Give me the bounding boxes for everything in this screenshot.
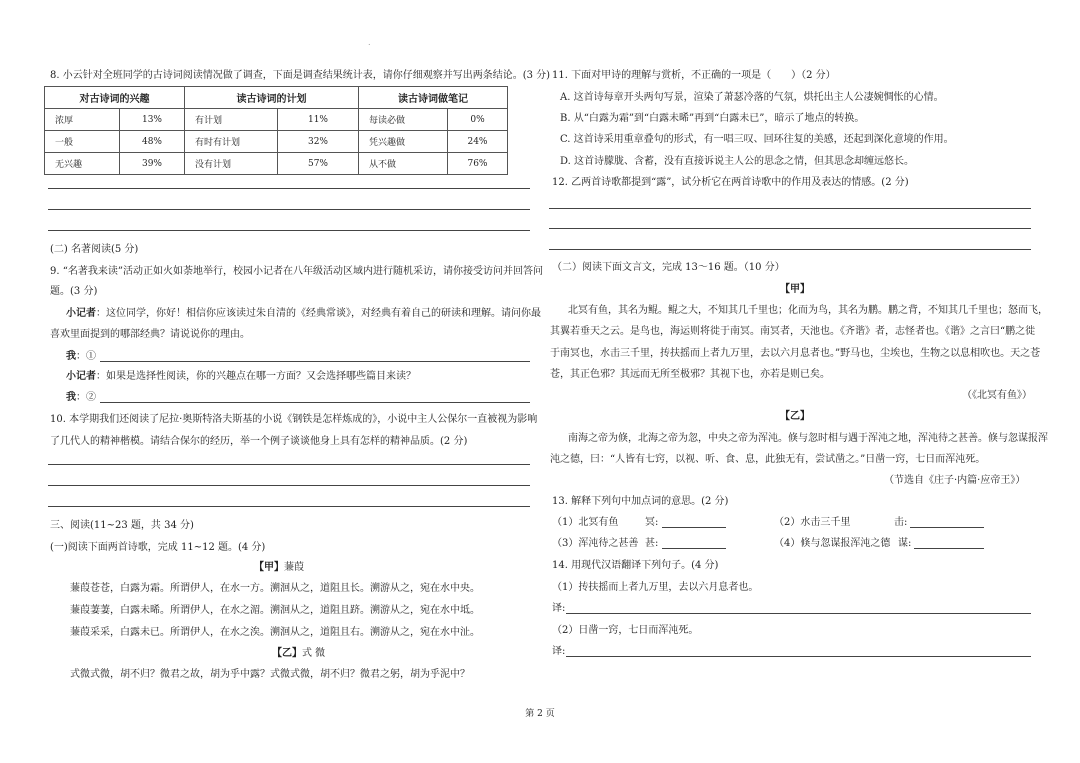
poem-1-line: 蒹葭采采，白露未已。所谓伊人，在水之涘。溯洄从之，道阻且右。溯游从之，宛在水中沚。 (70, 627, 480, 638)
passage-yi-line: 南海之帝为倏，北海之帝为忽，中央之帝为浑沌。倏与忽时相与遇于浑沌之地，浑沌待之甚善。倏与忽谋报浑 (568, 433, 1048, 444)
answer-prompt-1 (66, 351, 96, 363)
answer-line[interactable] (549, 208, 1031, 209)
q13-item-text: （2）水击三千里 (774, 517, 851, 528)
translation-label: 译: (552, 603, 566, 614)
passage-jia-line: 于南冥也，水击三千里，抟扶摇而上者九万里，去以六月息者也。”野马也，尘埃也，生物之以息相吹也。天之苍 (550, 348, 1041, 359)
table-cell: 57% (278, 153, 359, 175)
question-8: 8. 小云针对全班同学的古诗词阅读情况做了调查，下面是调查结果统计表，请你仔细观察并写出两条结论。(3 分) (50, 70, 551, 81)
reporter-question-2 (66, 371, 416, 383)
table-cell: 凭兴趣做 (359, 131, 448, 153)
table-header: 读古诗词做笔记 (359, 87, 508, 109)
question-9: 9. “名著我来读”活动正如火如荼地举行，校园小记者在八年级活动区域内进行随机采访，请你接受访问并回答问 (50, 266, 543, 277)
table-cell: 24% (448, 131, 508, 153)
table-cell: 没有计划 (185, 153, 278, 175)
table-cell: 48% (120, 131, 185, 153)
question-9-cont: 题。(3 分) (50, 286, 98, 297)
option-a: A. 这首诗每章开头两句写景，渲染了萧瑟冷落的气氛，烘托出主人公凄婉惆怅的心情。 (560, 92, 944, 103)
question-10: 10. 本学期我们还阅读了尼拉·奥斯特洛夫斯基的小说《钢铁是怎样炼成的》，小说中主人公保尔一直被视为影响 (50, 414, 538, 425)
table-cell: 从不做 (359, 153, 448, 175)
survey-table (44, 86, 508, 175)
option-c: C. 这首诗采用重章叠句的形式，有一唱三叹、回环往复的美感，还起到深化意境的作用。 (560, 134, 954, 145)
passage-jia-source: （《北冥有鱼》） (962, 390, 1032, 401)
question-10-cont: 了几代人的精神楷模。请结合保尔的经历，举一个例子谈谈他身上具有怎样的精神品质。(2 分) (50, 436, 468, 447)
table-cell: 32% (278, 131, 359, 153)
answer-line[interactable] (48, 506, 530, 507)
q13-blank[interactable] (662, 538, 726, 549)
table-cell: 一般 (45, 131, 120, 153)
q13-item-text: （1）北冥有鱼 (552, 517, 619, 528)
q13-item (774, 538, 890, 550)
answer-line[interactable] (48, 464, 530, 465)
me-label: 我 (66, 351, 76, 362)
answer-marker: ：② (76, 392, 96, 403)
q14-item-2: （2）日凿一窍，七日而浑沌死。 (552, 625, 699, 636)
answer-line[interactable] (48, 485, 530, 486)
table-cell: 39% (120, 153, 185, 175)
table-cell: 76% (448, 153, 508, 175)
q13-item-text: （4）倏与忽谋报浑沌之德 (774, 538, 891, 549)
poem-2-mark: 【乙】 (272, 648, 302, 659)
answer-line[interactable] (48, 188, 530, 189)
q13-item-text: （3）浑沌待之甚善 (552, 538, 639, 549)
table-cell: 无兴趣 (45, 153, 120, 175)
table-cell: 有时有计划 (185, 131, 278, 153)
question-13: 13. 解释下列句中加点词的意思。(2 分) (552, 496, 729, 507)
answer-line[interactable] (549, 249, 1031, 250)
poem-1-name: 蒹葭 (284, 562, 304, 573)
passage-jia-line: 北冥有鱼，其名为鲲。鲲之大，不知其几千里也；化而为鸟，其名为鹏。鹏之背，不知其几千里也；怒而飞， (568, 305, 1048, 316)
q13-blank[interactable] (910, 517, 984, 528)
q13-blank-label: 谋: (898, 538, 912, 549)
passage-jia-line: 其翼若垂天之云。是鸟也，海运则将徙于南冥。南冥者，天池也。《齐谐》者，志怪者也。《谐》之言曰“鹏之徙 (550, 326, 1036, 337)
poem-1-mark: 【甲】 (254, 562, 284, 573)
table-cell: 浓厚 (45, 109, 120, 131)
section-title: 三、阅读(11~23 题，共 34 分) (50, 520, 194, 531)
answer-marker: ：① (76, 351, 96, 362)
poem-2-name: 式 微 (302, 648, 326, 659)
answer-line[interactable] (100, 361, 530, 362)
q13-blank-label: 击: (894, 517, 908, 528)
table-cell: 0% (448, 109, 508, 131)
table-header: 读古诗词的计划 (185, 87, 359, 109)
table-row (45, 109, 508, 131)
table-cell: 每读必做 (359, 109, 448, 131)
table-cell: 有计划 (185, 109, 278, 131)
q13-item (552, 538, 638, 550)
poem-2-title (272, 648, 325, 660)
translation-label: 译: (552, 646, 566, 657)
section-title: (二) 名著阅读(5 分) (50, 244, 139, 255)
q13-blank-label: 甚: (645, 538, 659, 549)
reporter-text: ：如果是选择性阅读，你的兴趣点在哪一方面？又会选择哪些篇目来读？ (96, 371, 416, 382)
poem-1-line: 蒹葭苍苍，白露为霜。所谓伊人，在水一方。溯洄从之，道阻且长。溯游从之，宛在水中央。 (70, 583, 480, 594)
section-title: （二）阅读下面文言文，完成 13～16 题。（10 分） (552, 262, 785, 273)
table-cell: 13% (120, 109, 185, 131)
q13-item (774, 517, 850, 529)
passage-jia-line: 苍，其正色邪？其远而无所至极邪？其视下也，亦若是则已矣。 (550, 369, 830, 380)
table-header-row (45, 87, 508, 109)
question-12: 12. 乙两首诗歌都提到“露”，试分析它在两首诗歌中的作用及表达的情感。(2 分) (552, 177, 909, 188)
q13-item (552, 517, 618, 529)
poem-2-line: 式微式微，胡不归？微君之故，胡为乎中露？式微式微，胡不归？微君之躬，胡为乎泥中？ (70, 669, 470, 680)
poem-1-line: 蒹葭萋萋，白露未晞。所谓伊人，在水之湄。溯洄从之，道阻且跻。溯游从之，宛在水中坻。 (70, 605, 480, 616)
passage-yi-mark: 【乙】 (780, 411, 810, 422)
page-mark: . (368, 38, 371, 47)
passage-yi-line: 沌之德，曰：“人皆有七窍，以视、听、食、息，此独无有，尝试凿之。”日凿一窍，七日而浑沌死。 (550, 454, 986, 465)
option-d: D. 这首诗朦胧、含蓄，没有直接诉说主人公的思念之情，但其思念却缠远悠长。 (560, 156, 915, 167)
answer-line[interactable] (100, 402, 530, 403)
passage-jia-mark: 【甲】 (780, 284, 810, 295)
q13-blank[interactable] (914, 538, 984, 549)
option-b: B. 从“白露为霜”到“白露未晞”再到“白露未已”，暗示了地点的转换。 (560, 113, 865, 124)
reporter-question-1 (66, 308, 541, 320)
answer-line[interactable] (549, 228, 1031, 229)
table-row (45, 153, 508, 175)
subsection-title: (一)阅读下面两首诗歌，完成 11~12 题。(4 分) (50, 542, 266, 553)
answer-line[interactable] (48, 209, 530, 210)
answer-line[interactable] (566, 613, 1031, 614)
table-cell: 11% (278, 109, 359, 131)
answer-prompt-2 (66, 392, 96, 404)
q13-blank-label: 冥: (645, 517, 659, 528)
q13-blank[interactable] (662, 517, 726, 528)
question-14: 14. 用现代汉语翻译下列句子。(4 分) (552, 560, 719, 571)
reporter-text: ：这位同学，你好！相信你应该读过朱自清的《经典常谈》，对经典有着自己的研读和理解。请问你最 (96, 308, 541, 319)
reporter-label: 小记者 (66, 308, 96, 319)
q14-item-1: （1）抟扶摇而上者九万里，去以六月息者也。 (552, 582, 759, 593)
reporter-label: 小记者 (66, 371, 96, 382)
poem-1-title (254, 562, 304, 574)
me-label: 我 (66, 392, 76, 403)
answer-line[interactable] (48, 230, 530, 231)
answer-line[interactable] (566, 656, 1031, 657)
passage-yi-source: （节选自《庄子·内篇·应帝王》） (884, 475, 1026, 486)
question-11: 11. 下面对甲诗的理解与赏析，不正确的一项是（ ）（2 分） (552, 70, 836, 81)
page-number: 第 2 页 (525, 709, 555, 719)
table-row (45, 131, 508, 153)
reporter-question-1-cont: 喜欢里面提到的哪部经典？请说说你的理由。 (50, 329, 250, 340)
table-header: 对古诗词的兴趣 (45, 87, 185, 109)
